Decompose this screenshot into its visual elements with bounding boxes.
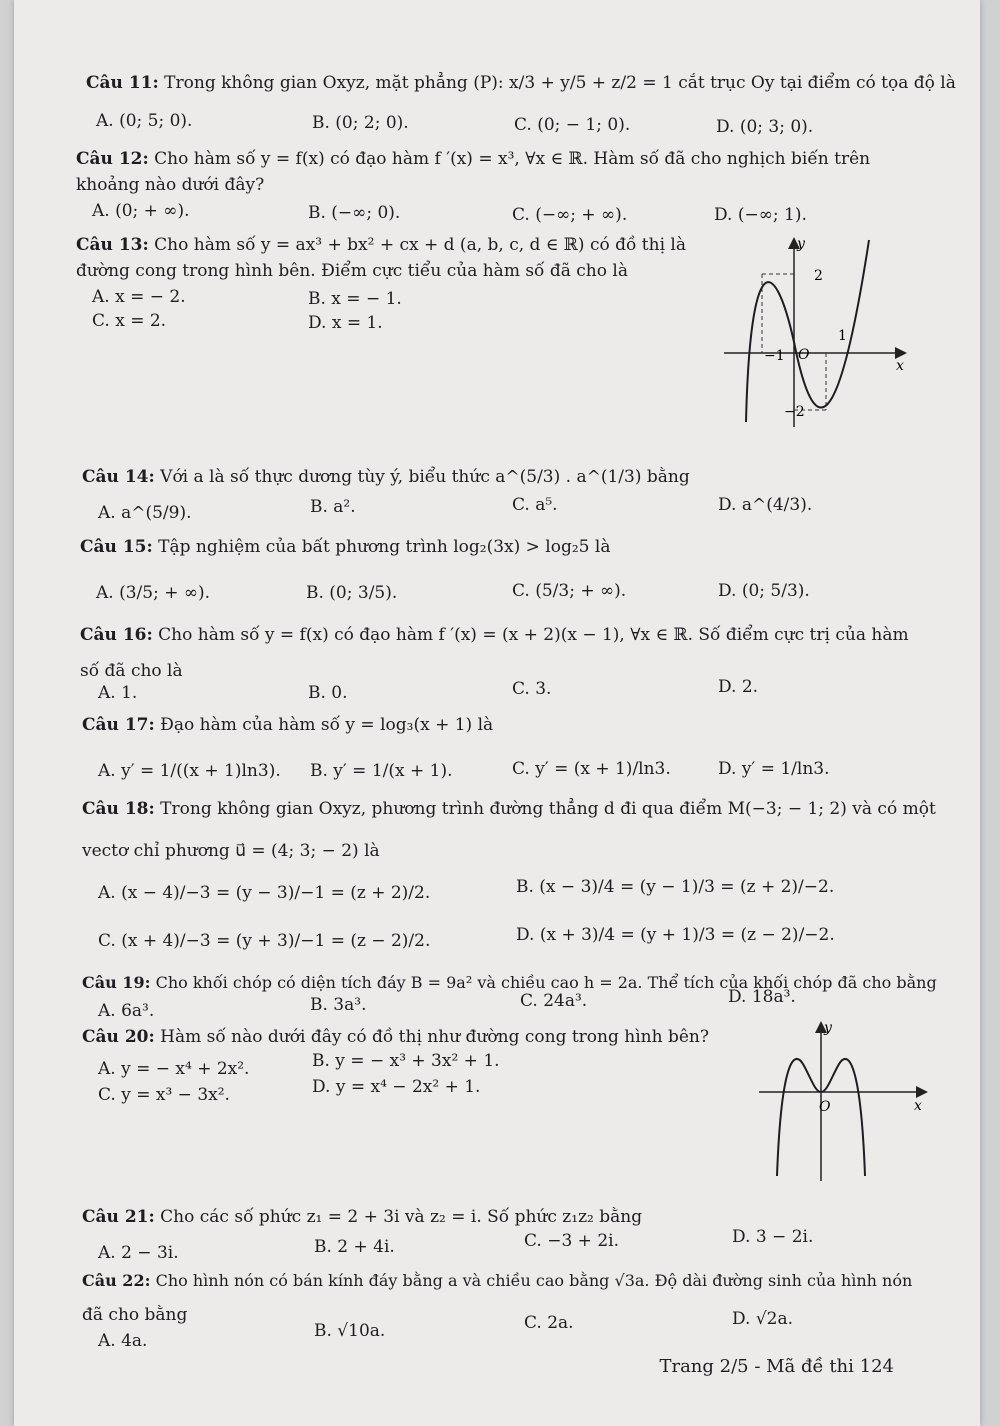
- q16-option-a: A. 1.: [98, 683, 138, 703]
- q13-tick-1: 1: [838, 328, 847, 344]
- q13-x-label: x: [896, 358, 904, 374]
- q13-origin-label: O: [798, 347, 810, 363]
- q15-option-b: B. (0; 3/5).: [306, 583, 398, 603]
- q13-tick-m2: −2: [784, 404, 805, 420]
- q11-label: Câu 11:: [86, 73, 159, 93]
- q15-option-c: C. (5/3; + ∞).: [512, 581, 627, 601]
- q22-label: Câu 22:: [82, 1271, 151, 1290]
- q22-option-d: D. √2a.: [732, 1309, 794, 1329]
- q13-stem-line2: đường cong trong hình bên. Điểm cực tiểu của hàm số đã cho là: [76, 261, 628, 281]
- q21-stem: [82, 1208, 642, 1228]
- q13-label: Câu 13:: [76, 235, 149, 255]
- q16-text: Cho hàm số y = f(x) có đạo hàm f ′(x) = (x + 2)(x − 1), ∀x ∈ ℝ. Số điểm cực trị của hàm: [158, 625, 909, 645]
- q17-option-c: C. y′ = (x + 1)/ln3.: [512, 759, 671, 779]
- q11-option-a: A. (0; 5; 0).: [96, 111, 193, 131]
- q11-text: Trong không gian Oxyz, mặt phẳng (P): x/3 + y/5 + z/2 = 1 cắt trục Oy tại điểm có tọa độ là: [164, 73, 956, 93]
- q11-stem: [86, 74, 956, 94]
- q12-label: Câu 12:: [76, 149, 149, 169]
- q14-option-c: C. a⁵.: [512, 495, 558, 515]
- q18-option-c: C. (x + 4)/−3 = (y + 3)/−1 = (z − 2)/2.: [98, 931, 431, 951]
- q16-option-b: B. 0.: [308, 683, 348, 703]
- q22-option-c: C. 2a.: [524, 1313, 574, 1333]
- q18-stem: [82, 800, 936, 820]
- q15-label: Câu 15:: [80, 537, 153, 557]
- q18-option-a: A. (x − 4)/−3 = (y − 3)/−1 = (z + 2)/2.: [98, 883, 431, 903]
- q17-text: Đạo hàm của hàm số y = log₃(x + 1) là: [160, 715, 494, 735]
- q22-option-a: A. 4a.: [98, 1331, 148, 1351]
- q18-option-d: D. (x + 3)/4 = (y + 1)/3 = (z − 2)/−2.: [516, 925, 835, 945]
- q20-quartic-graph: [749, 1016, 939, 1186]
- q19-stem: [82, 974, 937, 992]
- q13-y-label: y: [797, 236, 805, 252]
- q14-label: Câu 14:: [82, 467, 155, 487]
- q19-text: Cho khối chóp có diện tích đáy B = 9a² và chiều cao h = 2a. Thể tích của khối chóp đã cho bằng: [155, 973, 937, 992]
- q13-option-b: B. x = − 1.: [308, 289, 402, 309]
- q20-option-a: A. y = − x⁴ + 2x².: [98, 1059, 250, 1079]
- q11-option-b: B. (0; 2; 0).: [312, 113, 409, 133]
- q15-stem: [80, 538, 610, 558]
- q22-stem-line2: đã cho bằng: [82, 1305, 188, 1325]
- q13-tick-2: 2: [814, 268, 823, 284]
- q14-text: Với a là số thực dương tùy ý, biểu thức a^(5/3) . a^(1/3) bằng: [160, 467, 690, 487]
- q17-label: Câu 17:: [82, 715, 155, 735]
- q16-option-c: C. 3.: [512, 679, 552, 699]
- q21-option-c: C. −3 + 2i.: [524, 1231, 619, 1251]
- q13-curve: [746, 240, 869, 422]
- q20-y-label: y: [824, 1020, 832, 1036]
- q22-text: Cho hình nón có bán kính đáy bằng a và chiều cao bằng √3a. Độ dài đường sinh của hình nón: [155, 1271, 913, 1290]
- q19-option-b: B. 3a³.: [310, 995, 367, 1015]
- q15-option-a: A. (3/5; + ∞).: [96, 583, 211, 603]
- q12-option-a: A. (0; + ∞).: [92, 201, 190, 221]
- q15-text: Tập nghiệm của bất phương trình log₂(3x) > log₂5 là: [158, 537, 611, 557]
- q15-option-d: D. (0; 5/3).: [718, 581, 810, 601]
- q20-label: Câu 20:: [82, 1027, 155, 1047]
- q17-option-a: A. y′ = 1/((x + 1)ln3).: [98, 761, 281, 781]
- exam-page: [14, 0, 980, 1426]
- q21-option-d: D. 3 − 2i.: [732, 1227, 814, 1247]
- q16-option-d: D. 2.: [718, 677, 759, 697]
- q21-option-b: B. 2 + 4i.: [314, 1237, 395, 1257]
- q21-option-a: A. 2 − 3i.: [98, 1243, 179, 1263]
- q12-option-d: D. (−∞; 1).: [714, 205, 807, 225]
- q22-stem: [82, 1272, 912, 1290]
- q13-option-d: D. x = 1.: [308, 313, 383, 333]
- q18-label: Câu 18:: [82, 799, 155, 819]
- q12-stem: [76, 150, 870, 170]
- q13-text: Cho hàm số y = ax³ + bx² + cx + d (a, b, c, d ∈ ℝ) có đồ thị là: [154, 235, 687, 255]
- q17-option-b: B. y′ = 1/(x + 1).: [310, 761, 453, 781]
- q20-option-b: B. y = − x³ + 3x² + 1.: [312, 1051, 500, 1071]
- q13-tick-m1: −1: [764, 348, 785, 364]
- q17-option-d: D. y′ = 1/ln3.: [718, 759, 830, 779]
- q14-option-b: B. a².: [310, 497, 356, 517]
- q11-option-d: D. (0; 3; 0).: [716, 117, 814, 137]
- q12-stem-line2: khoảng nào dưới đây?: [76, 175, 265, 195]
- q12-option-b: B. (−∞; 0).: [308, 203, 401, 223]
- q16-label: Câu 16:: [80, 625, 153, 645]
- q14-option-a: A. a^(5/9).: [98, 503, 192, 523]
- q16-stem-line2: số đã cho là: [80, 661, 183, 681]
- q21-label: Câu 21:: [82, 1207, 155, 1227]
- q22-option-b: B. √10a.: [314, 1321, 386, 1341]
- q20-origin-label: O: [819, 1099, 831, 1115]
- q18-text: Trong không gian Oxyz, phương trình đường thẳng d đi qua điểm M(−3; − 1; 2) và có một: [160, 799, 936, 819]
- q13-cubic-graph: [714, 232, 914, 432]
- q19-option-a: A. 6a³.: [98, 1001, 155, 1021]
- q18-option-b: B. (x − 3)/4 = (y − 1)/3 = (z + 2)/−2.: [516, 877, 835, 897]
- page-footer: Trang 2/5 - Mã đề thi 124: [659, 1356, 894, 1377]
- q20-x-label: x: [914, 1098, 922, 1114]
- q11-option-c: C. (0; − 1; 0).: [514, 115, 631, 135]
- q21-text: Cho các số phức z₁ = 2 + 3i và z₂ = i. Số phức z₁z₂ bằng: [160, 1207, 643, 1227]
- q14-stem: [82, 468, 690, 488]
- q20-text: Hàm số nào dưới đây có đồ thị như đường cong trong hình bên?: [160, 1027, 709, 1047]
- q20-stem: [82, 1028, 709, 1048]
- q19-label: Câu 19:: [82, 973, 151, 992]
- q13-option-c: C. x = 2.: [92, 311, 167, 331]
- q12-text: Cho hàm số y = f(x) có đạo hàm f ′(x) = x³, ∀x ∈ ℝ. Hàm số đã cho nghịch biến trên: [154, 149, 871, 169]
- q18-stem-line2: vectơ chỉ phương u⃗ = (4; 3; − 2) là: [82, 841, 380, 861]
- q16-stem: [80, 626, 909, 646]
- q20-option-d: D. y = x⁴ − 2x² + 1.: [312, 1077, 481, 1097]
- q20-option-c: C. y = x³ − 3x².: [98, 1085, 230, 1105]
- q19-option-d: D. 18a³.: [728, 987, 796, 1007]
- q17-stem: [82, 716, 493, 736]
- q19-option-c: C. 24a³.: [520, 991, 588, 1011]
- q12-option-c: C. (−∞; + ∞).: [512, 205, 628, 225]
- q13-stem: [76, 236, 686, 256]
- q13-option-a: A. x = − 2.: [92, 287, 186, 307]
- q14-option-d: D. a^(4/3).: [718, 495, 813, 515]
